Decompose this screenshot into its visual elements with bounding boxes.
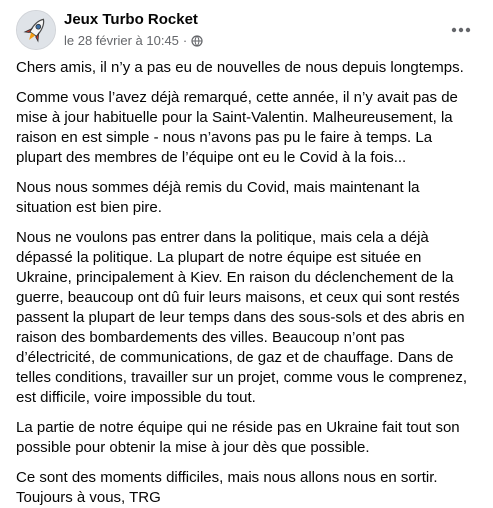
post-timestamp[interactable]: le 28 février à 10:45 bbox=[64, 33, 179, 48]
post-paragraph-closing bbox=[16, 468, 476, 508]
post-header bbox=[16, 10, 481, 52]
ellipsis-icon bbox=[451, 27, 471, 33]
post-paragraph: Chers amis, il n’y a pas eu de nouvelles de nous depuis longtemps. bbox=[16, 59, 464, 76]
closing-line: Ce sont des moments difficiles, mais nous allons nous en sortir. bbox=[16, 469, 438, 486]
globe-icon[interactable] bbox=[191, 35, 203, 47]
post-paragraph: Comme vous l’avez déjà remarqué, cette année, il n’y avait pas de mise à jour habituelle pour la Saint-Valentin. Malheureusement, la raison en est simple - nous n’avons pas pu le faire à temps. La plupart des membres de l’équipe ont eu le Covid à la fois... bbox=[16, 89, 458, 166]
more-options-button[interactable] bbox=[445, 14, 477, 46]
page-avatar[interactable] bbox=[16, 10, 56, 50]
rocket-icon bbox=[17, 11, 55, 49]
post-paragraph: La partie de notre équipe qui ne réside pas en Ukraine fait tout son possible pour obtenir la mise à jour dès que possible. bbox=[16, 419, 460, 456]
signature-line: Toujours à vous, TRG bbox=[16, 489, 161, 506]
post-paragraph: Nous nous sommes déjà remis du Covid, mais maintenant la situation est bien pire. bbox=[16, 179, 420, 216]
author-name[interactable]: Jeux Turbo Rocket bbox=[64, 11, 198, 28]
post-paragraph: Nous ne voulons pas entrer dans la politique, mais cela a déjà dépassé la politique. La plupart de notre équipe est située en Ukraine, principalement à Kiev. En raison du déclenchement de la guerre, beaucoup ont dû fuir leurs maisons, et ceux qui sont restés passent la plupart de leur temps dans des sous-sols et des abris en raison des bombardements des villes. Beaucoup n’ont pas d’électricité, de communications, de gaz et de chauffage. Dans de telles conditions, travailler sur un projet, comme vous le comprenez, est difficile, voire impossible du tout. bbox=[16, 229, 468, 406]
meta-separator: · bbox=[182, 33, 188, 48]
post-body bbox=[16, 58, 476, 508]
post-meta bbox=[64, 33, 203, 48]
